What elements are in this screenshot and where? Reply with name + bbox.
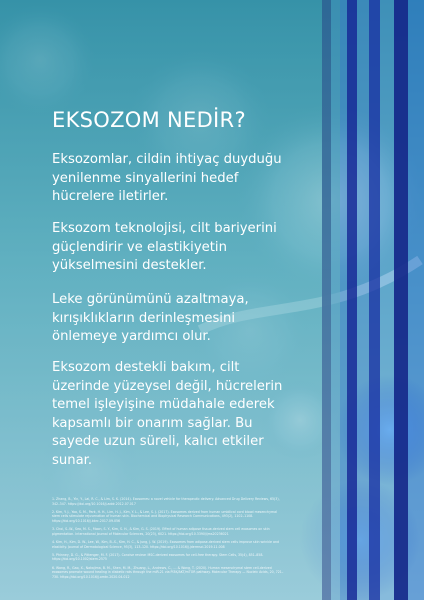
reference-2: 2. Kim, Y. J., Yoo, S. M., Park, H. H., Lim, H. J., Kim, Y. L., & Lee, S. J. (2017). Exosomes derived from human umbilical cord blood mesenchymal stem cells stimulate rejuvenation of human skin. Biochemical and Biophysical Research Communications, 493(2), 1102–1108. https://doi.org/10.1016/j.bbrc.2017.09.056: [52, 509, 277, 523]
paragraph-2: Eksozom teknolojisi, cilt bariyerini güçlendirir ve elastikiyetin yükselmesini destekler.: [52, 221, 277, 273]
reference-1: 1. Zhang, B., Yin, Y., Lai, R. C., & Lim, S. K. (2014). Exosomes: a novel vehicle for therapeutic delivery. Advanced Drug Delivery Reviews, 65(3), 342–347. https://doi.org/10.1016/j.addr.2012.07.017: [52, 497, 280, 506]
reference-3: 3. Choi, S.-W., Seo, M. S., Moon, S. Y., Kim, S. H., & Kim, G. S. (2019). Effect of human adipose tissue-derived stem cell exosomes on skin pigmentation. International Journal of Molecular Sciences, 20(23), 6021. https://doi.org/10.3390/ijms20236021: [52, 527, 270, 536]
page-title: EKSOZOM NEDİR?: [52, 108, 246, 133]
references: [52, 497, 284, 583]
paragraph-4: Eksozom destekli bakım, cilt üzerinde yüzeysel değil, hücrelerin temel işleyişine müdahale ederek kapsamlı bir onarım sağlar. Bu sayede uzun süreli, kalıcı etkiler sunar.: [52, 360, 283, 468]
reference-5: 5. Phinney, D. G., & Pittenger, M. F. (2017). Concise review: MSC-derived exosomes for cell-free therapy. Stem Cells, 35(4), 851–858. https://doi.org/10.1002/stem.2575: [52, 552, 264, 562]
paragraph-3: Leke görünümünü azaltmaya, kırışıklıkların derinleşmesini önlemeye yardımcı olur.: [52, 292, 249, 344]
paragraph-1: Eksozomlar, cildin ihtiyaç duyduğu yenilenme sinyallerini hedef hücrelere iletirler.: [52, 152, 282, 204]
reference-4: 4. Kim, H., Kim, D. W., Lee, W., Kim, B.-S., Kim, H. C., & Jung, J. W. (2019). Exosomes from adipose-derived stem cells improve skin wrinkle and elasticity. Journal of Dermatological Science, 95(3), 113–120. https://doi.org/10.1016/j.jdermsci.2019.11.008: [52, 539, 280, 549]
reference-6: 6. Wang, R., Gao, X., Nakajima, B. M., Shen, M. M., Zhuang, L., Andrews, C., … & Wang, T. (2020). Human mesenchymal stem cell-derived exosomes promote wound healing in diabetic rats through the miR-21 via PI3K/AKT/mTOR pathway. Molecular Therapy — Nucleic Acids, 20, 721–730. https://doi.org/10.1016/j.omtn.2020.04.012: [52, 565, 284, 579]
